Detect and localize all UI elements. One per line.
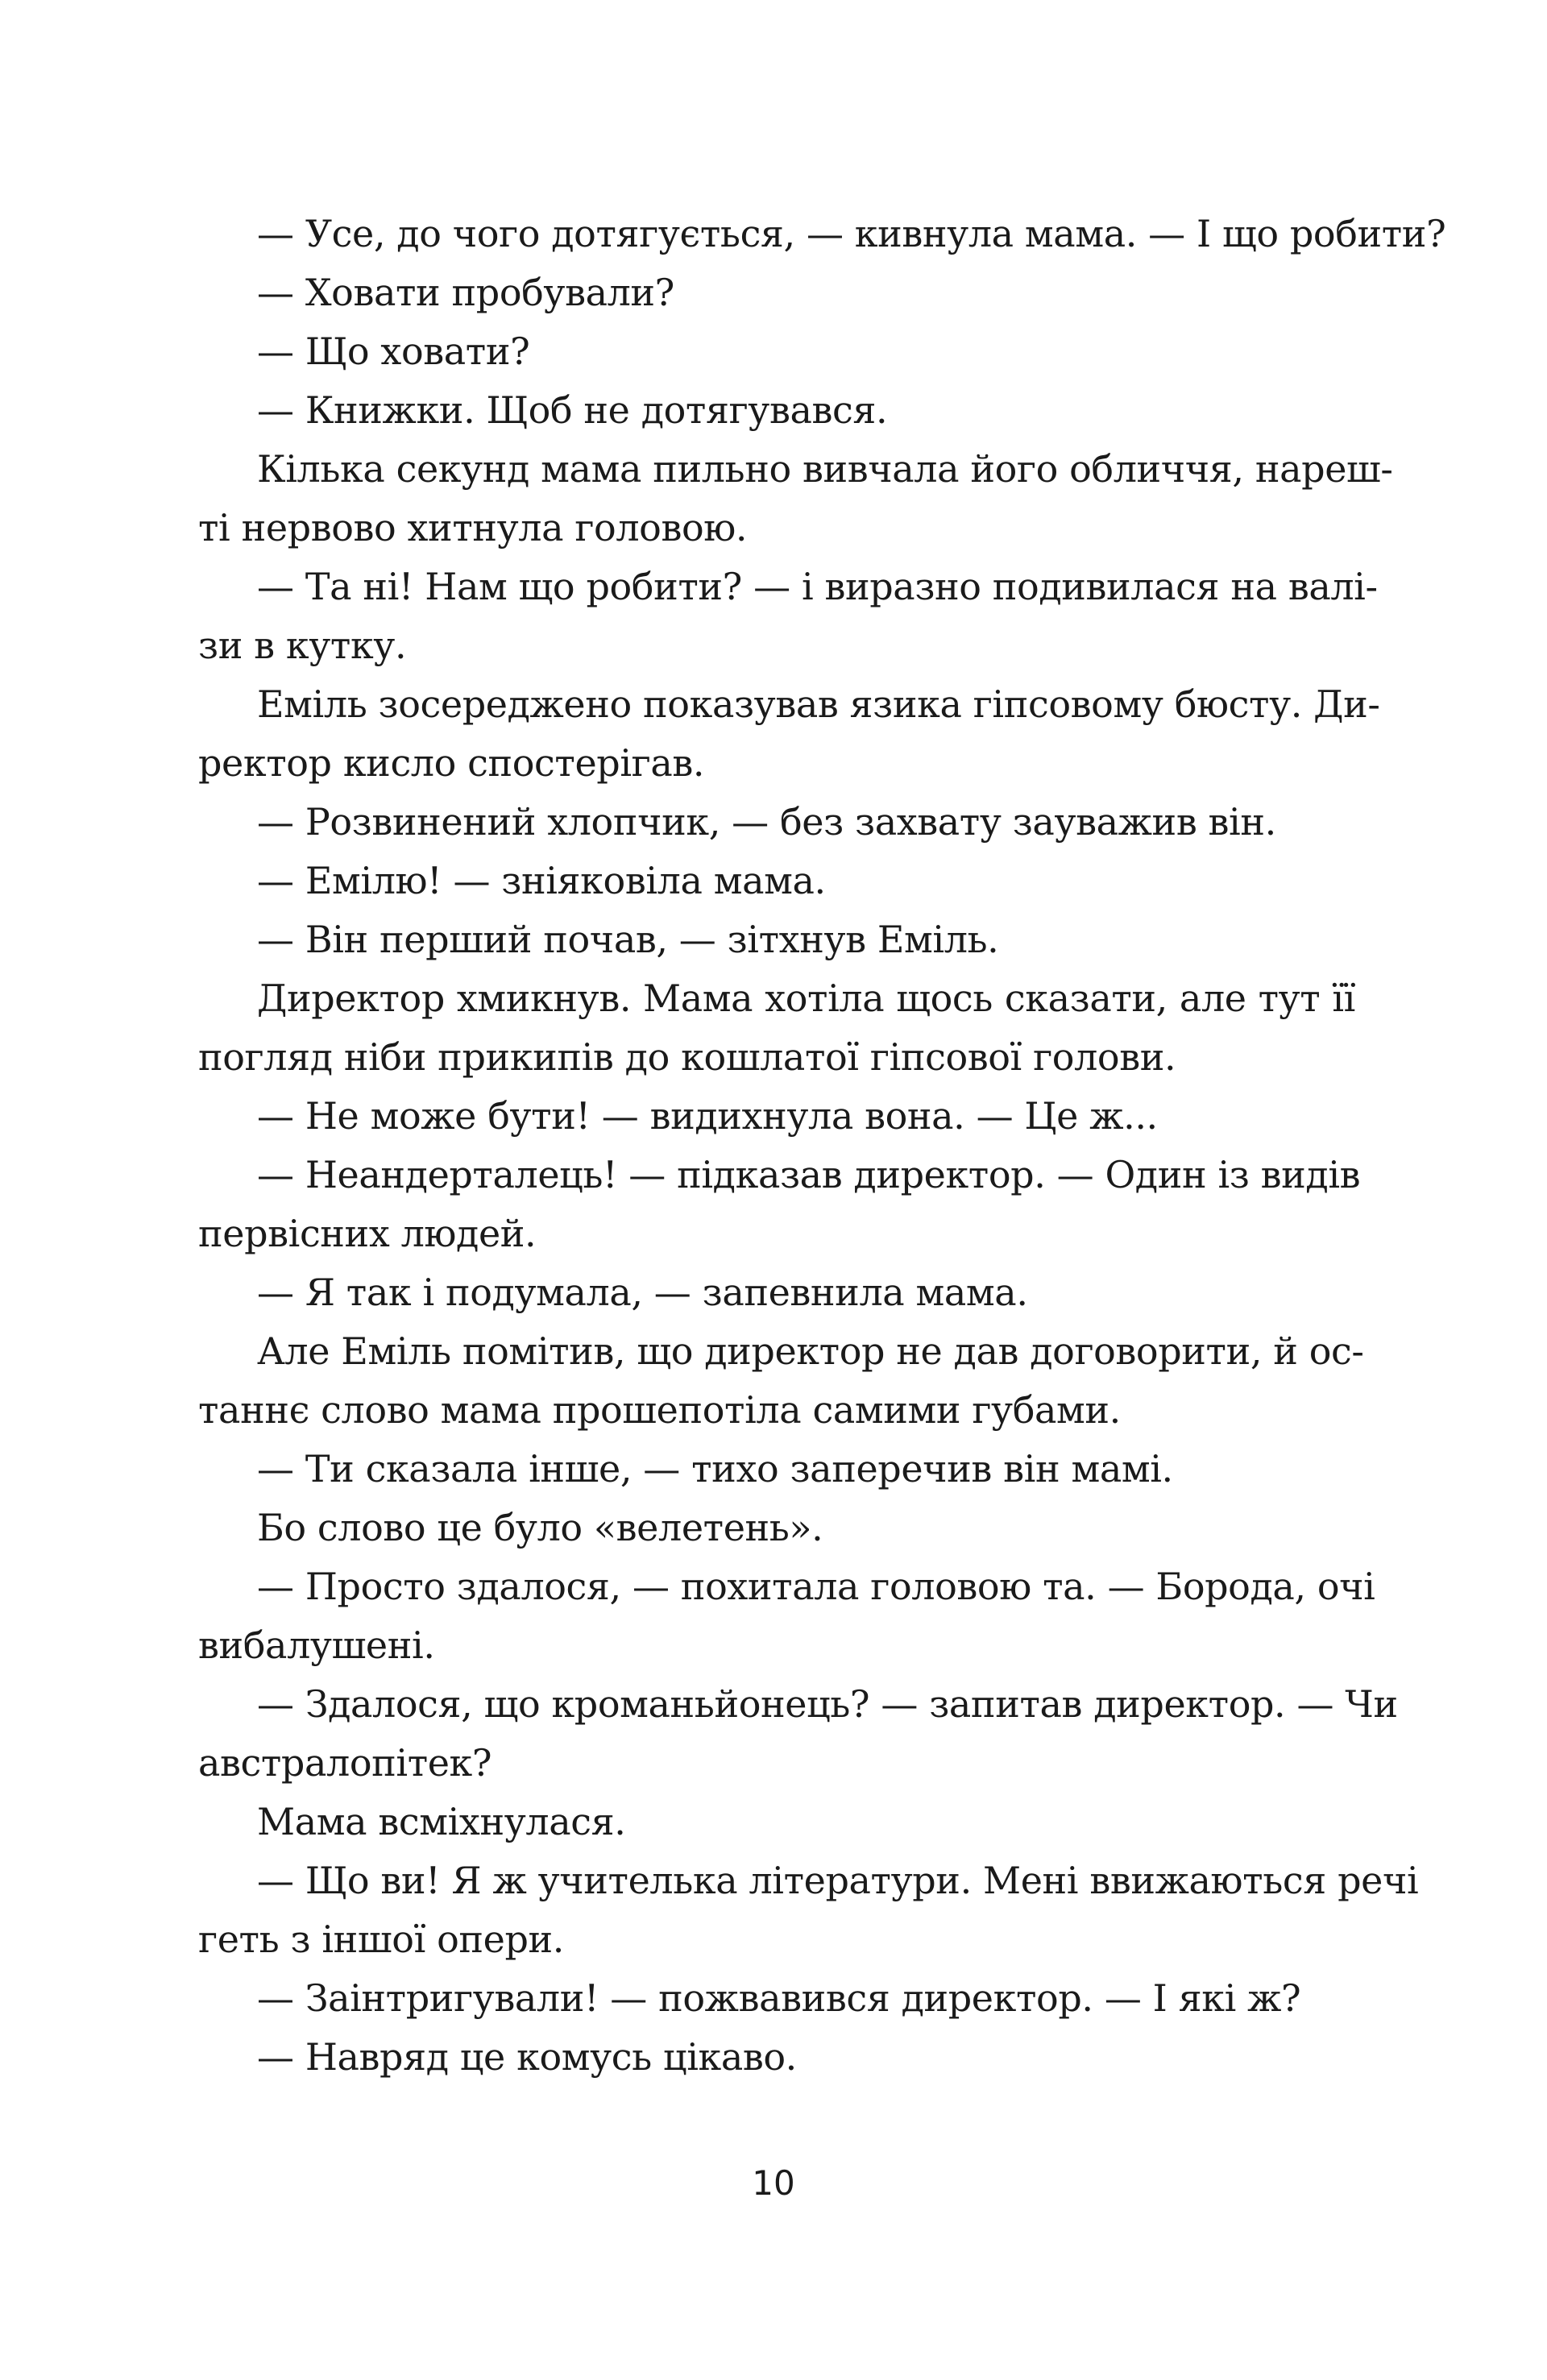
text-line: австралопітек? — [198, 1741, 492, 1785]
text-line: — Неандерталець! — підказав директор. — Один із видів — [257, 1153, 1361, 1196]
text-line: погляд ніби прикипів до кошлатої гіпсової голови. — [198, 1035, 1176, 1079]
text-line: таннє слово мама прошепотіла самими губами. — [198, 1388, 1121, 1432]
text-line: — Просто здалося, — похитала головою та. — Борода, очі — [257, 1565, 1375, 1608]
text-line: — Ти сказала інше, — тихо заперечив він мамі. — [257, 1447, 1173, 1491]
text-line: вибалушені. — [198, 1623, 435, 1667]
text-line: — Та ні! Нам що робити? — і виразно подивилася на валі- — [257, 565, 1378, 608]
text-line: — Що ховати? — [257, 330, 530, 373]
text-line: — Книжки. Щоб не дотягувався. — [257, 388, 888, 432]
text-line: — Ховати пробували? — [257, 271, 674, 314]
text-line: — Я так і подумала, — запевнила мама. — [257, 1271, 1028, 1314]
text-line: ректор кисло спостерігав. — [198, 741, 705, 785]
text-line: Бо слово це було «велетень». — [257, 1506, 823, 1549]
text-line: — Не може бути! — видихнула вона. — Це ж... — [257, 1094, 1158, 1138]
text-line: — Навряд це комусь цікаво. — [257, 2035, 797, 2079]
text-line: ті нервово хитнула головою. — [198, 506, 748, 549]
text-line: — Розвинений хлопчик, — без захвату зауважив він. — [257, 800, 1276, 844]
text-line: Мама всміхнулася. — [257, 1800, 626, 1843]
page-number: 10 — [752, 2163, 795, 2203]
body-text — [198, 205, 1446, 2087]
text-line: — Заінтригували! — пожвавився директор. — І які ж? — [257, 1976, 1301, 2020]
text-line: геть з іншої опери. — [198, 1918, 565, 1961]
text-line: Кілька секунд мама пильно вивчала його обличчя, нареш- — [257, 447, 1393, 491]
text-line: — Емілю! — зніяковіла мама. — [257, 859, 826, 902]
text-line: первісних людей. — [198, 1212, 537, 1255]
text-line: — Здалося, що кроманьйонець? — запитав директор. — Чи — [257, 1682, 1398, 1726]
text-line: — Він перший почав, — зітхнув Еміль. — [257, 918, 999, 961]
text-line: Еміль зосереджено показував язика гіпсовому бюсту. Ди- — [257, 682, 1380, 726]
text-line: Але Еміль помітив, що директор не дав договорити, й ос- — [257, 1329, 1364, 1373]
text-line: зи в кутку. — [198, 624, 407, 667]
text-line: — Усе, до чого дотягується, — кивнула мама. — І що робити? — [257, 212, 1446, 255]
text-line: Директор хмикнув. Мама хотіла щось сказати, але тут її — [257, 976, 1355, 1020]
text-line: — Що ви! Я ж учителька літератури. Мені ввижаються речі — [257, 1859, 1419, 1902]
